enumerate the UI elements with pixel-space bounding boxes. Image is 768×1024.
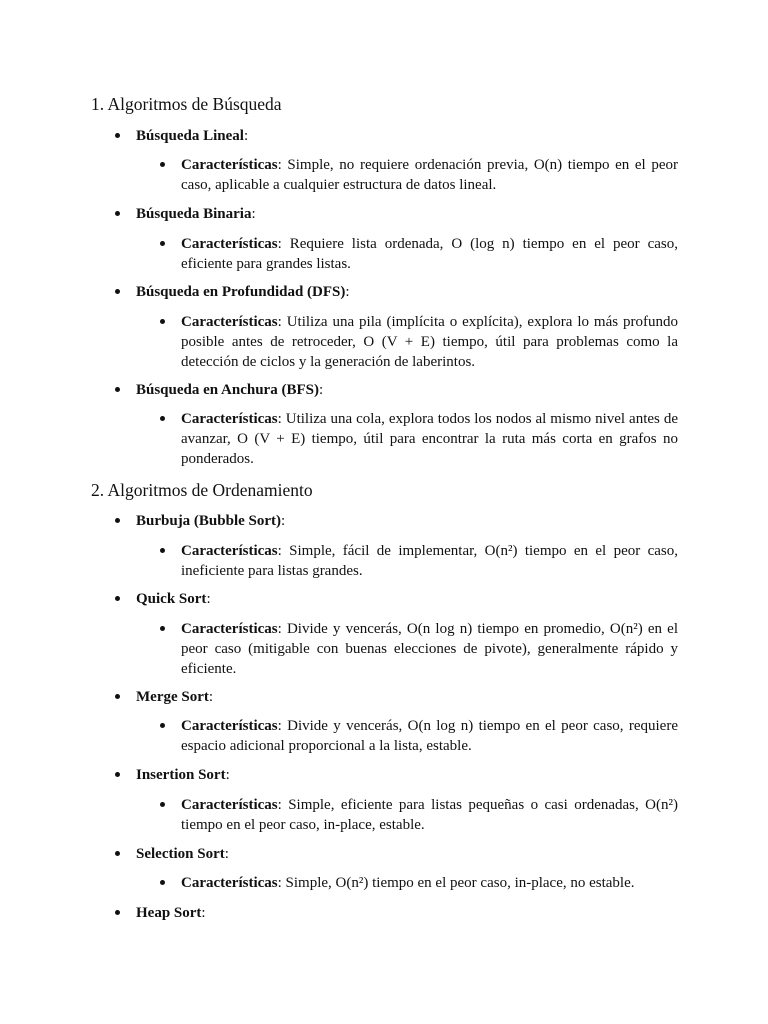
characteristics-label: Características <box>181 797 278 813</box>
bullet-icon <box>160 723 165 728</box>
item-title: Búsqueda Lineal <box>136 128 244 144</box>
bullet-icon <box>115 133 120 138</box>
item-title: Merge Sort <box>136 689 209 705</box>
bullet-icon <box>115 211 120 216</box>
bullet-icon <box>160 241 165 246</box>
characteristics-text: : Simple, eficiente para listas pequeñas o casi ordenadas, O(n²) tiempo en el peor caso, in-place, estable. <box>181 797 678 833</box>
item-title: Búsqueda en Profundidad (DFS) <box>136 284 346 300</box>
characteristics-text: : Simple, O(n²) tiempo en el peor caso, in-place, no estable. <box>277 875 635 891</box>
bullet-icon <box>115 596 120 601</box>
bullet-icon <box>115 910 120 915</box>
bullet-icon <box>115 851 120 856</box>
characteristics-label: Características <box>181 621 278 637</box>
bullet-icon <box>115 772 120 777</box>
item-colon: : <box>224 846 229 862</box>
characteristics-text: : Divide y vencerás, O(n log n) tiempo en el peor caso, requiere espacio adicional proporcional a la lista, estable. <box>181 718 678 754</box>
bullet-icon <box>160 319 165 324</box>
item-title: Burbuja (Bubble Sort) <box>136 513 282 529</box>
bullet-icon <box>160 548 165 553</box>
characteristics-text: : Simple, no requiere ordenación previa, O(n) tiempo en el peor caso, aplicable a cualquier estructura de datos lineal. <box>181 157 678 193</box>
item-colon: : <box>318 382 324 398</box>
bullet-icon <box>160 626 165 631</box>
item-title: Heap Sort <box>136 905 202 921</box>
section-heading: 2. Algoritmos de Ordenamiento <box>91 480 313 500</box>
bullet-icon <box>160 162 165 167</box>
characteristics-text: : Utiliza una cola, explora todos los nodos al mismo nivel antes de avanzar, O (V + E) tiempo, útil para encontrar la ruta más corta en grafos no ponderados. <box>181 411 678 467</box>
characteristics-label: Características <box>181 543 278 559</box>
item-title: Búsqueda Binaria <box>136 206 252 222</box>
item-colon: : <box>251 206 256 222</box>
item-colon: : <box>281 513 286 529</box>
characteristics-text: : Divide y vencerás, O(n log n) tiempo en promedio, O(n²) en el peor caso (mitigable con buenas elecciones de pivote), generalmente rápido y eficiente. <box>181 621 678 677</box>
characteristics-label: Características <box>181 314 278 330</box>
item-colon: : <box>225 767 230 783</box>
bullet-icon <box>115 387 120 392</box>
characteristics-text: : Simple, fácil de implementar, O(n²) tiempo en el peor caso, ineficiente para listas grandes. <box>181 543 678 579</box>
item-colon: : <box>201 905 206 921</box>
bullet-icon <box>160 802 165 807</box>
item-colon: : <box>243 128 249 144</box>
item-colon: : <box>206 591 211 607</box>
item-title: Selection Sort <box>136 846 225 862</box>
item-title: Quick Sort <box>136 591 207 607</box>
item-colon: : <box>208 689 214 705</box>
bullet-icon <box>115 694 120 699</box>
item-title: Búsqueda en Anchura (BFS) <box>136 382 319 398</box>
item-title: Insertion Sort <box>136 767 226 783</box>
characteristics-text: : Requiere lista ordenada, O (log n) tiempo en el peor caso, eficiente para grandes listas. <box>181 236 678 272</box>
bullet-icon <box>115 518 120 523</box>
bullet-icon <box>160 880 165 885</box>
characteristics-text: : Utiliza una pila (implícita o explícita), explora lo más profundo posible antes de retroceder, O (V + E) tiempo, útil para problemas como la detección de ciclos y la generación de laberintos. <box>181 314 678 370</box>
characteristics-label: Características <box>181 411 278 427</box>
characteristics-label: Características <box>181 157 278 173</box>
bullet-icon <box>115 289 120 294</box>
characteristics-label: Características <box>181 236 278 252</box>
characteristics-label: Características <box>181 875 278 891</box>
bullet-icon <box>160 416 165 421</box>
section-heading: 1. Algoritmos de Búsqueda <box>91 94 282 114</box>
characteristics-label: Características <box>181 718 278 734</box>
item-colon: : <box>345 284 350 300</box>
